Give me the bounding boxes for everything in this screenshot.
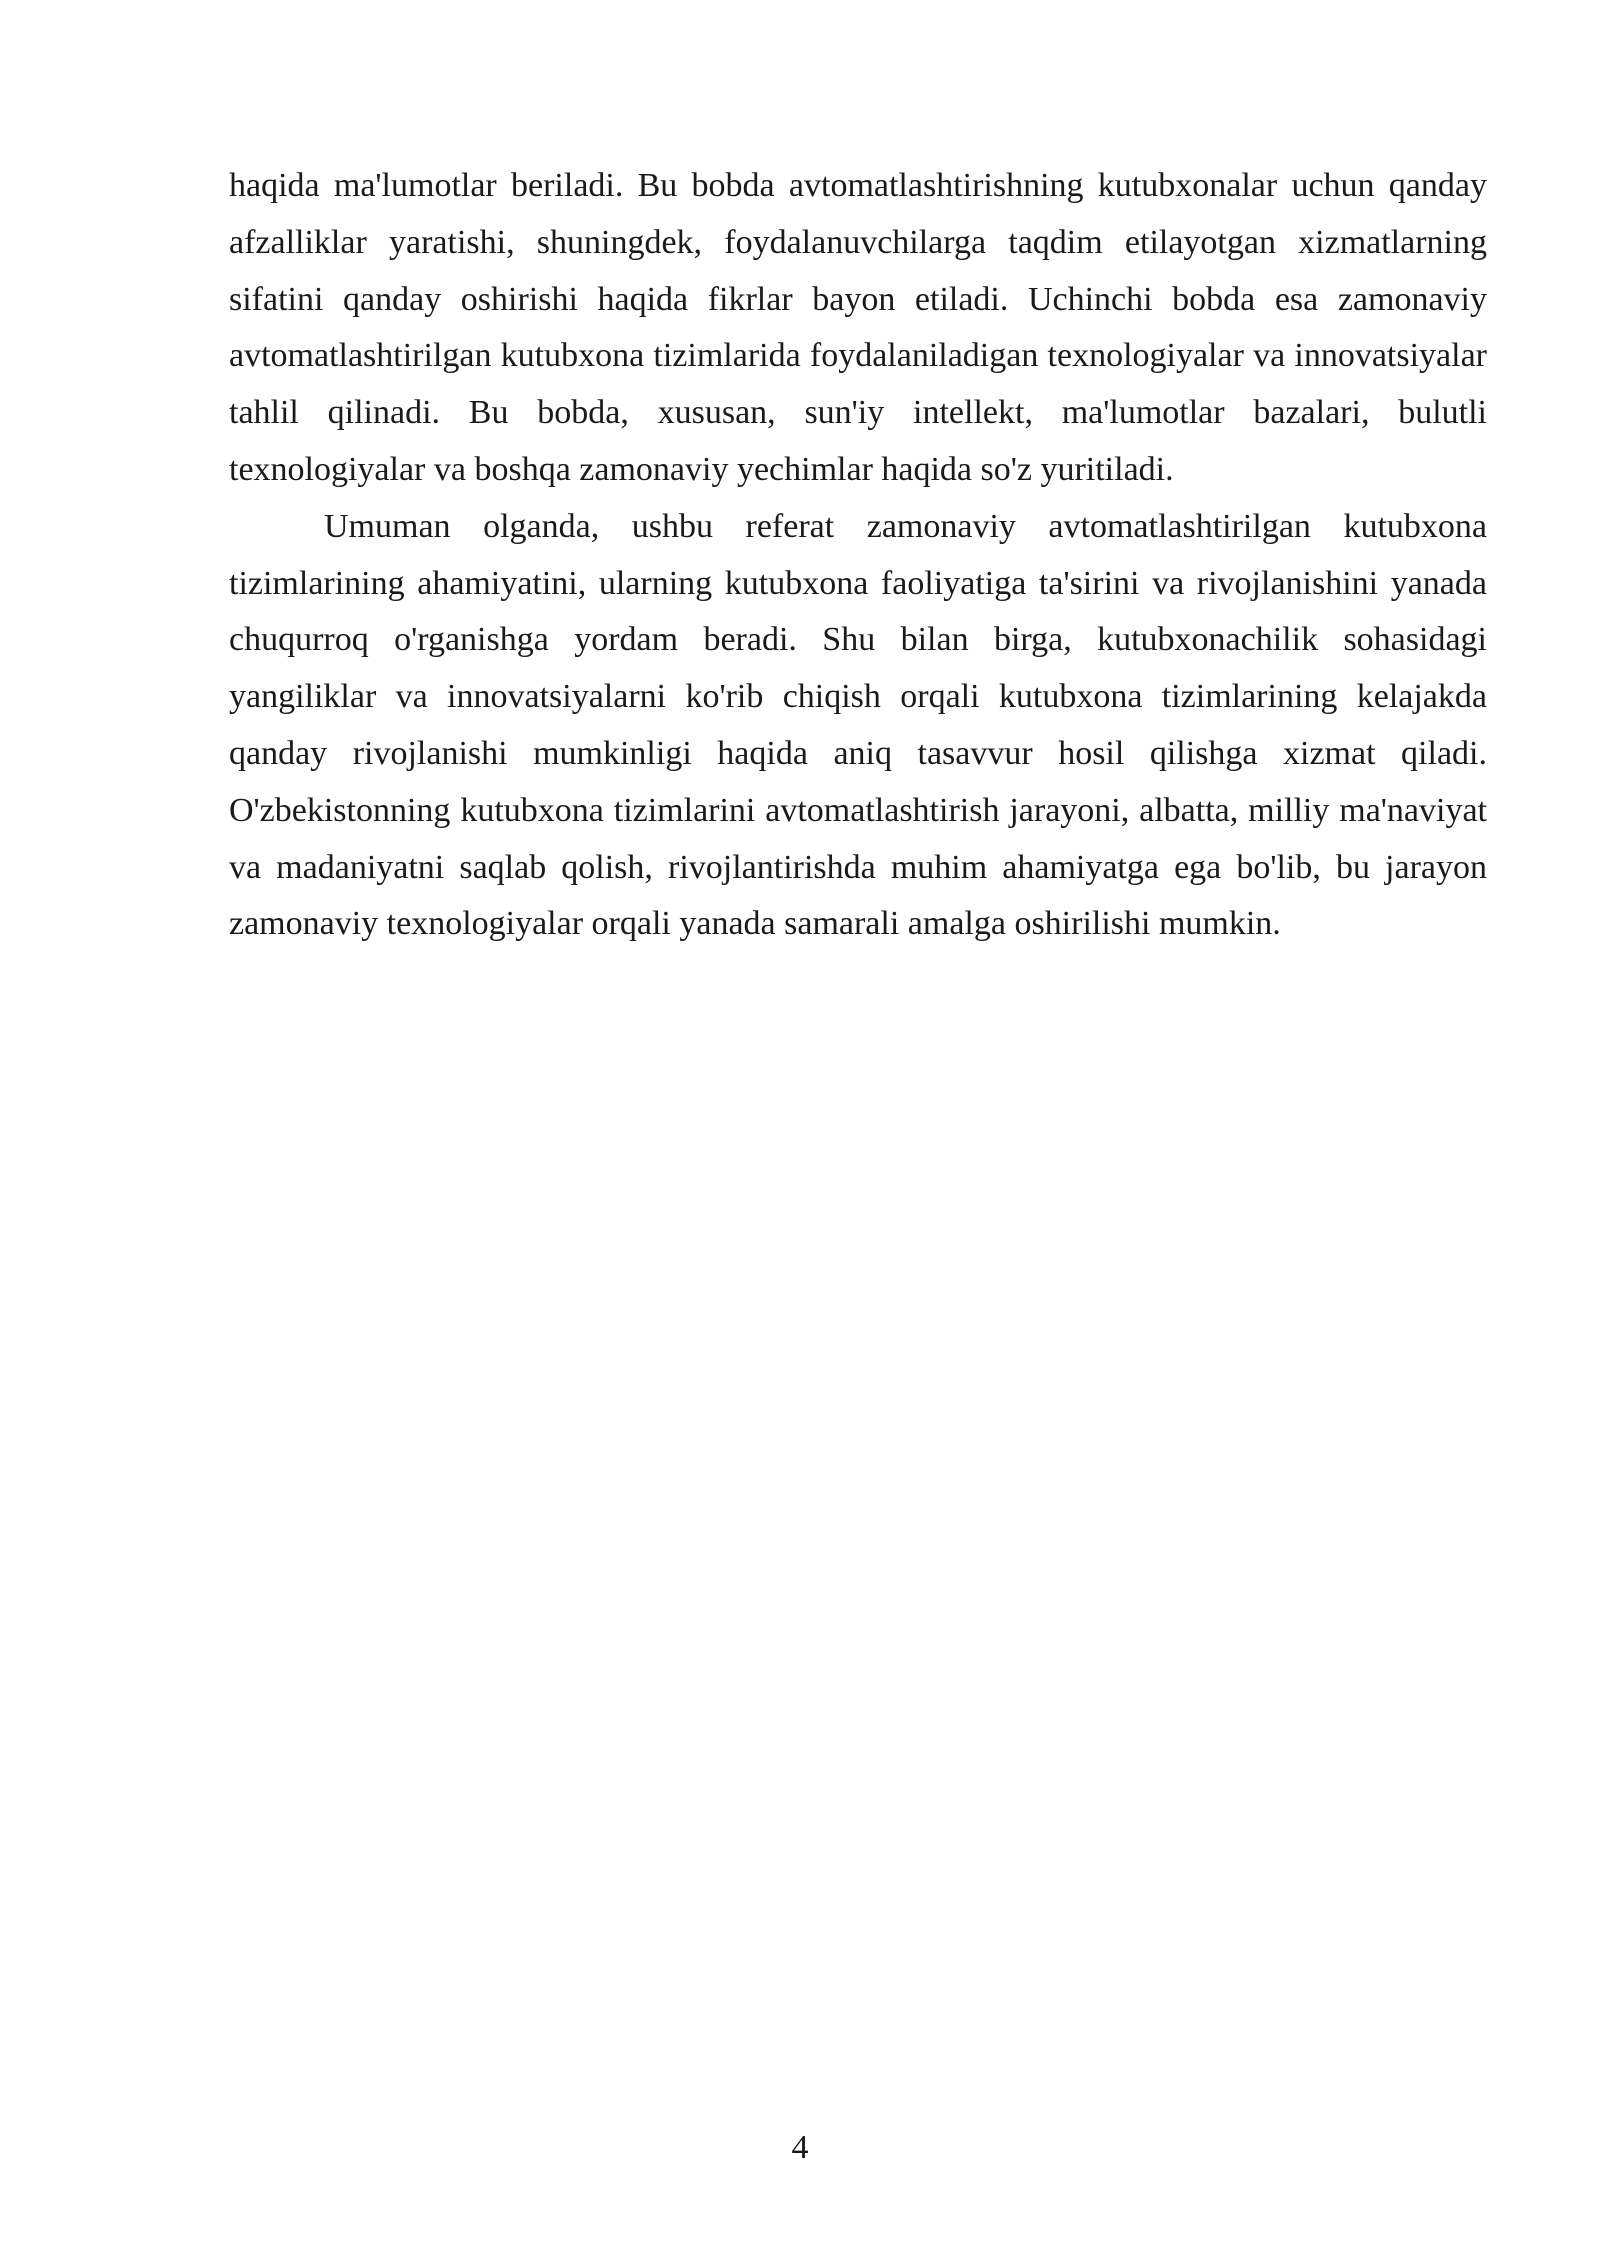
paragraph-continuation: haqida ma'lumotlar beriladi. Bu bobda avtomatlashtirishning kutubxonalar uchun qanday afzalliklar yaratishi, shuningdek, foydalanuvchilarga taqdim etilayotgan xizmatlarning sifatini qanday oshirishi haqida fikrlar bayon etiladi. Uchinchi bobda esa zamonaviy avtomatlashtirilgan kutubxona tizimlarida foydalaniladigan texnologiyalar va innovatsiyalar tahlil qilinadi. Bu bobda, xususan, sun'iy intellekt, ma'lumotlar bazalari, bulutli texnologiyalar va boshqa zamonaviy yechimlar haqida so'z yuritiladi.: [229, 167, 1487, 488]
body-text: [229, 158, 1487, 953]
page-number: 4: [791, 2129, 809, 2166]
paragraph-summary: Umuman olganda, ushbu referat zamonaviy avtomatlashtirilgan kutubxona tizimlarining ahamiyatini, ularning kutubxona faoliyatiga ta'sirini va rivojlanishini yanada chuqurroq o'rganishga yordam beradi. Shu bilan birga, kutubxonachilik sohasidagi yangiliklar va innovatsiyalarni ko'rib chiqish orqali kutubxona tizimlarining kelajakda qanday rivojlanishi mumkinligi haqida aniq tasavvur hosil qilishga xizmat qiladi. O'zbekistonning kutubxona tizimlarini avtomatlashtirish jarayoni, albatta, milliy ma'naviyat va madaniyatni saqlab qolish, rivojlantirishda muhim ahamiyatga ega bo'lib, bu jarayon zamonaviy texnologiyalar orqali yanada samarali amalga oshirilishi mumkin.: [229, 507, 1487, 943]
